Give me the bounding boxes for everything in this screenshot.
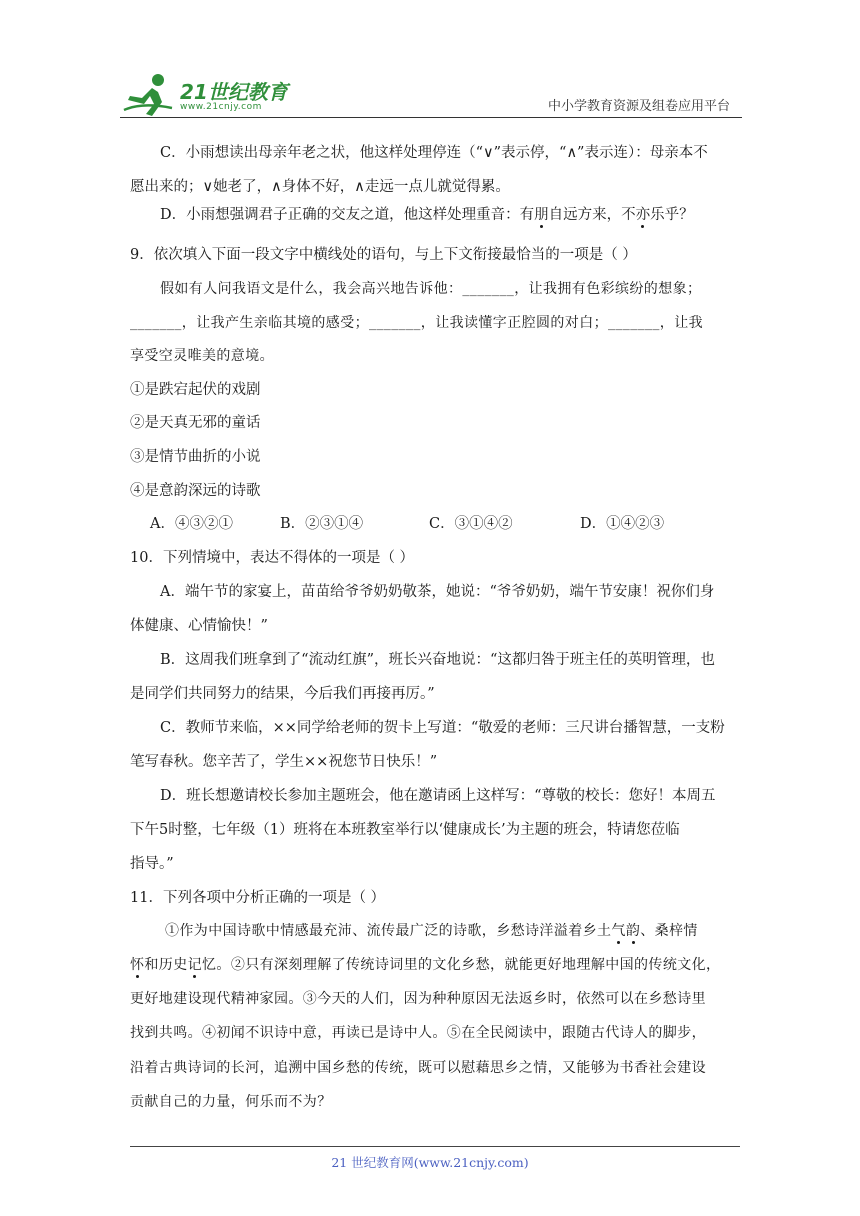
q10-option-a-line2: 体健康、心情愉快！” [130, 618, 268, 634]
q11-passage-line4: 找到共鸣。④初闻不识诗中意，再读已是诗中人。⑤在全民阅读中，跟随古代诗人的脚步， [130, 1025, 706, 1041]
q8-option-d-mid: 自远方来，不 [548, 207, 636, 223]
q10-option-d-line1: D．班长想邀请校长参加主题班会，他在邀请函上这样写：“尊敬的校长：您好！本周五 [160, 788, 716, 804]
q11-p1-pre: ①作为中国诗歌中情感最充沛、流传最广泛的诗歌，乡愁诗洋溢着乡土 [165, 923, 612, 939]
q9-option-a: A．④③②① [150, 516, 233, 532]
emphasis-char: 气 [611, 923, 626, 939]
q9-item-3: ③是情节曲折的小说 [130, 449, 261, 465]
q10-option-c-line2: 笔写春秋。您辛苦了，学生××祝您节日快乐！” [130, 754, 438, 770]
q9-stem: 9．依次填入下面一段文字中横线处的语句，与上下文衔接最恰当的一项是（ ） [130, 247, 637, 263]
q9-passage-line1: 假如有人问我语文是什么，我会高兴地告诉他：_______，让我拥有色彩缤纷的想象； [160, 281, 702, 297]
logo-url: www.21cnjy.com [180, 102, 262, 112]
q8-option-c-line2: 愿出来的；∨她老了，∧身体不好，∧走远一点儿就觉得累。 [130, 179, 510, 195]
q8-option-c-line1: C．小雨想读出母亲年老之状，他这样处理停连（“∨”表示停，“∧”表示连）：母亲本不 [160, 145, 708, 161]
site-logo [122, 72, 292, 120]
emphasis-char: 亦 [635, 207, 651, 223]
q9-item-2: ②是天真无邪的童话 [130, 415, 261, 431]
q11-p2-post: 忆。②只有深刻理解了传统诗词里的文化乡愁，就能更好地理解中国的传统文化， [202, 957, 721, 973]
q10-option-c-line1: C．教师节来临，××同学给老师的贺卡上写道：“敬爱的老师：三尺讲台播智慧，一支粉 [160, 720, 725, 736]
emphasis-char: 怀 [130, 957, 145, 973]
q10-option-a-line1: A．端午节的家宴上，苗苗给爷爷奶奶敬茶，她说：“爷爷奶奶，端午节安康！祝你们身 [160, 584, 715, 600]
q11-passage-line2 [130, 955, 720, 975]
emphasis-char: 朋 [534, 207, 549, 223]
q10-option-b-line1: B．这周我们班拿到了“流动红旗”，班长兴奋地说：“这都归咎于班主任的英明管理，也 [160, 652, 715, 668]
q9-option-d: D．①④②③ [580, 516, 665, 532]
q9-item-4: ④是意韵深远的诗歌 [130, 483, 261, 499]
q9-option-b: B．②③①④ [280, 516, 364, 532]
q11-passage-line1 [165, 921, 698, 941]
runner-logo-icon [122, 72, 178, 118]
emphasis-char: 韵 [625, 923, 641, 939]
q10-option-b-line2: 是同学们共同努力的结果，今后我们再接再厉。” [130, 686, 435, 702]
q10-stem: 10．下列情境中，表达不得体的一项是（ ） [130, 550, 415, 566]
footer-link[interactable]: 21 世纪教育网(www.21cnjy.com) [331, 1155, 529, 1170]
header-divider [120, 117, 742, 118]
q10-option-d-line3: 指导。” [130, 856, 174, 872]
q8-option-d-post: 乐乎？ [650, 207, 694, 223]
q11-p2-mid: 和历史 [144, 957, 188, 973]
q9-passage-line2: _______，让我产生亲临其境的感受；_______，让我读懂字正腔圆的对白；_______，让我 [130, 315, 703, 331]
q8-option-d-pre: D．小雨想强调君子正确的交友之道，他这样处理重音：有 [160, 207, 535, 223]
platform-name: 中小学教育资源及组卷应用平台 [547, 99, 730, 114]
q10-option-d-line2: 下午5时整，七年级（1）班将在本班教室举行以‘健康成长’为主题的班会，特请您莅临 [130, 822, 680, 838]
q8-option-d [160, 205, 694, 225]
q9-option-c: C．③①④② [429, 516, 513, 532]
q11-passage-line5: 沿着古典诗词的长河，追溯中国乡愁的传统，既可以慰藉思乡之情，又能够为书香社会建设 [130, 1060, 706, 1076]
q9-item-1: ①是跌宕起伏的戏剧 [130, 382, 261, 398]
q11-p1-post: 、桑梓情 [640, 923, 698, 939]
q11-passage-line6: 贡献自己的力量，何乐而不为？ [130, 1094, 332, 1110]
q9-passage-line3: 享受空灵唯美的意境。 [130, 348, 274, 364]
q11-passage-line3: 更好地建设现代精神家园。③今天的人们，因为种种原因无法返乡时，依然可以在乡愁诗里 [130, 991, 706, 1007]
logo-text: 21世纪教育 [180, 80, 288, 104]
q11-stem: 11．下列各项中分析正确的一项是（ ） [130, 890, 386, 906]
footer-divider [130, 1146, 740, 1147]
emphasis-char: 记 [187, 957, 203, 973]
